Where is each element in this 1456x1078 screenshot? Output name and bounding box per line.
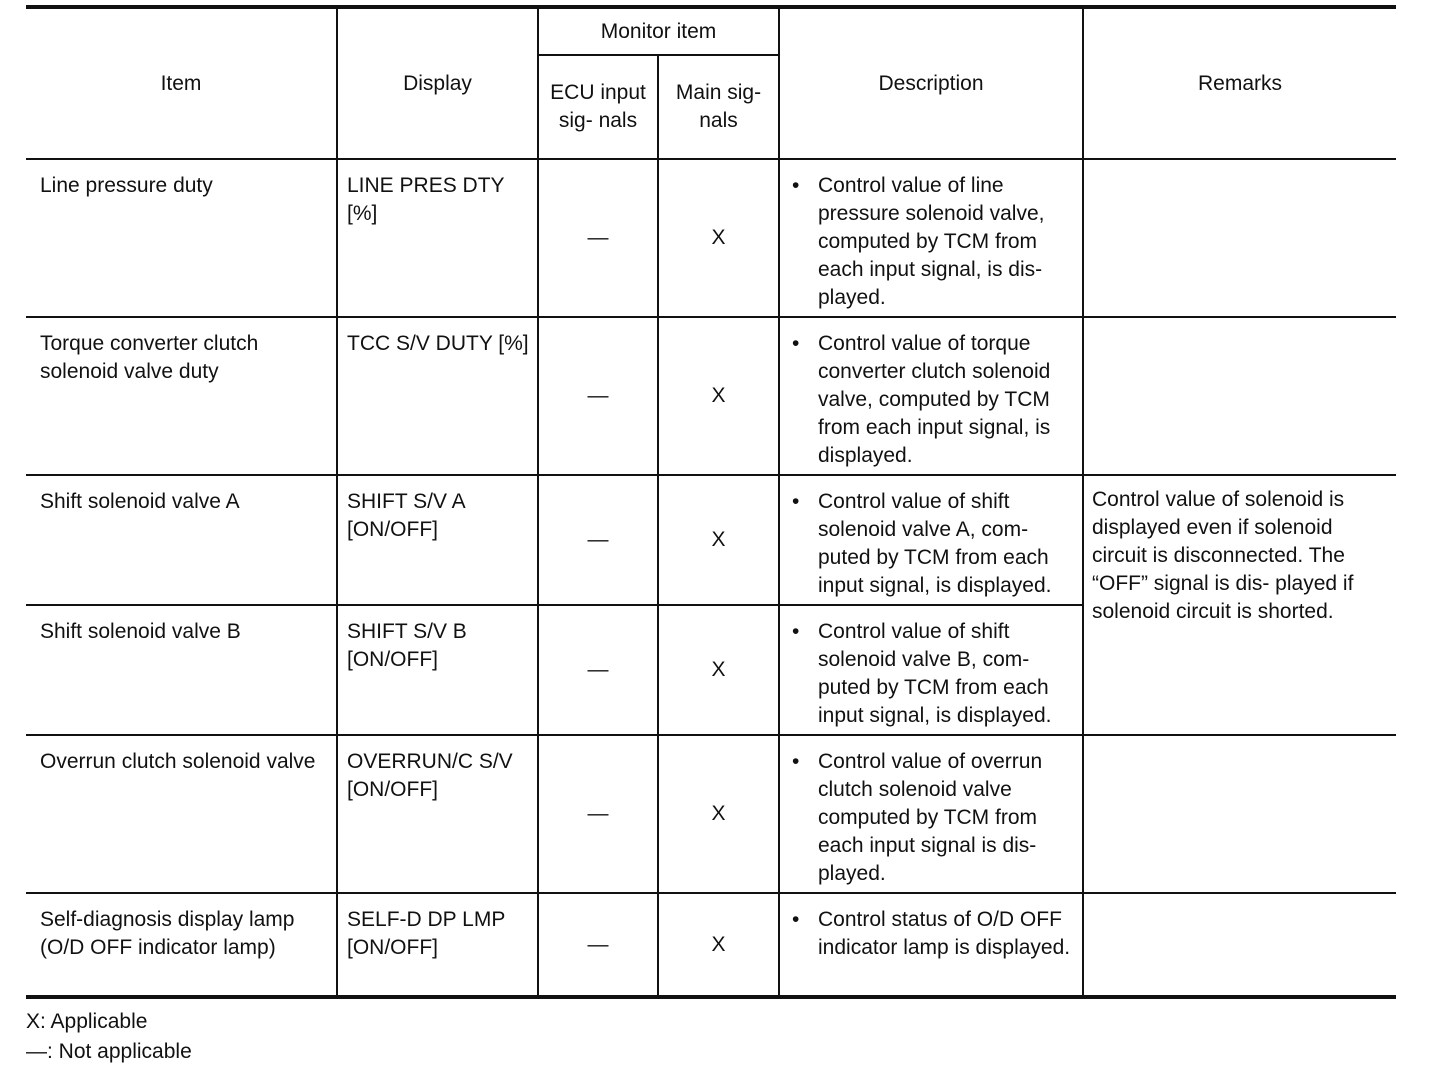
table-row (26, 893, 1396, 997)
description-text: Control status of O/D OFF indicator lamp is displayed. (818, 908, 1071, 959)
description-cell (779, 893, 1083, 997)
item-cell: Overrun clutch solenoid valve (26, 735, 337, 893)
bullet-icon: • (792, 908, 800, 931)
ecu-input-mark: — (538, 735, 658, 893)
description-cell (779, 159, 1083, 317)
ecu-input-mark: — (538, 475, 658, 605)
description-text: Control value of shift solenoid valve A, com- puted by TCM from each input signal, is displayed. (818, 490, 1052, 597)
table-row (26, 735, 1396, 893)
table-row (26, 159, 1396, 317)
header-item: Item (26, 7, 337, 159)
display-cell: TCC S/V DUTY [%] (337, 317, 538, 475)
remarks-cell (1083, 159, 1396, 317)
item-cell: Shift solenoid valve B (26, 605, 337, 735)
bullet-icon: • (792, 620, 800, 643)
remarks-shift-solenoids: Control value of solenoid is displayed even if solenoid circuit is disconnected. The “OFF” signal is dis- played if solenoid circuit is shorted. (1083, 475, 1396, 735)
table-row (26, 475, 1396, 605)
header-description: Description (779, 7, 1083, 159)
remarks-cell (1083, 735, 1396, 893)
header-main-signals: Main sig- nals (658, 55, 779, 159)
display-cell: LINE PRES DTY [%] (337, 159, 538, 317)
display-cell: SHIFT S/V A [ON/OFF] (337, 475, 538, 605)
bullet-icon: • (792, 750, 800, 773)
description-cell (779, 475, 1083, 605)
table-row (26, 317, 1396, 475)
main-signal-mark: X (658, 317, 779, 475)
legend-applicable: X: Applicable (26, 1010, 148, 1033)
monitor-items-sheet (26, 5, 1396, 1067)
display-cell: SHIFT S/V B [ON/OFF] (337, 605, 538, 735)
ecu-input-mark: — (538, 893, 658, 997)
description-cell (779, 735, 1083, 893)
item-cell: Self-diagnosis display lamp (O/D OFF indicator lamp) (26, 893, 337, 997)
display-cell: OVERRUN/C S/V [ON/OFF] (337, 735, 538, 893)
monitor-items-table (26, 5, 1396, 999)
description-text: Control value of overrun clutch solenoid valve computed by TCM from each input signal is dis- played. (818, 750, 1043, 885)
bullet-icon: • (792, 490, 800, 513)
main-signal-mark: X (658, 893, 779, 997)
item-cell: Line pressure duty (26, 159, 337, 317)
header-monitor-item: Monitor item (538, 7, 779, 55)
bullet-icon: • (792, 332, 800, 355)
remarks-cell (1083, 317, 1396, 475)
legend (26, 1007, 1396, 1067)
description-text: Control value of line pressure solenoid valve, computed by TCM from each input signal, is dis- played. (818, 174, 1045, 309)
description-cell (779, 605, 1083, 735)
item-cell: Torque converter clutch solenoid valve duty (26, 317, 337, 475)
description-text: Control value of shift solenoid valve B, com- puted by TCM from each input signal, is displayed. (818, 620, 1052, 727)
display-cell: SELF-D DP LMP [ON/OFF] (337, 893, 538, 997)
ecu-input-mark: — (538, 605, 658, 735)
main-signal-mark: X (658, 475, 779, 605)
description-cell (779, 317, 1083, 475)
remarks-cell (1083, 893, 1396, 997)
main-signal-mark: X (658, 605, 779, 735)
header-ecu-input-signals: ECU input sig- nals (538, 55, 658, 159)
header-remarks: Remarks (1083, 7, 1396, 159)
description-text: Control value of torque converter clutch solenoid valve, computed by TCM from each input signal, is displayed. (818, 332, 1051, 467)
main-signal-mark: X (658, 159, 779, 317)
ecu-input-mark: — (538, 317, 658, 475)
ecu-input-mark: — (538, 159, 658, 317)
header-display: Display (337, 7, 538, 159)
legend-not-applicable: —: Not applicable (26, 1040, 192, 1063)
bullet-icon: • (792, 174, 800, 197)
main-signal-mark: X (658, 735, 779, 893)
item-cell: Shift solenoid valve A (26, 475, 337, 605)
